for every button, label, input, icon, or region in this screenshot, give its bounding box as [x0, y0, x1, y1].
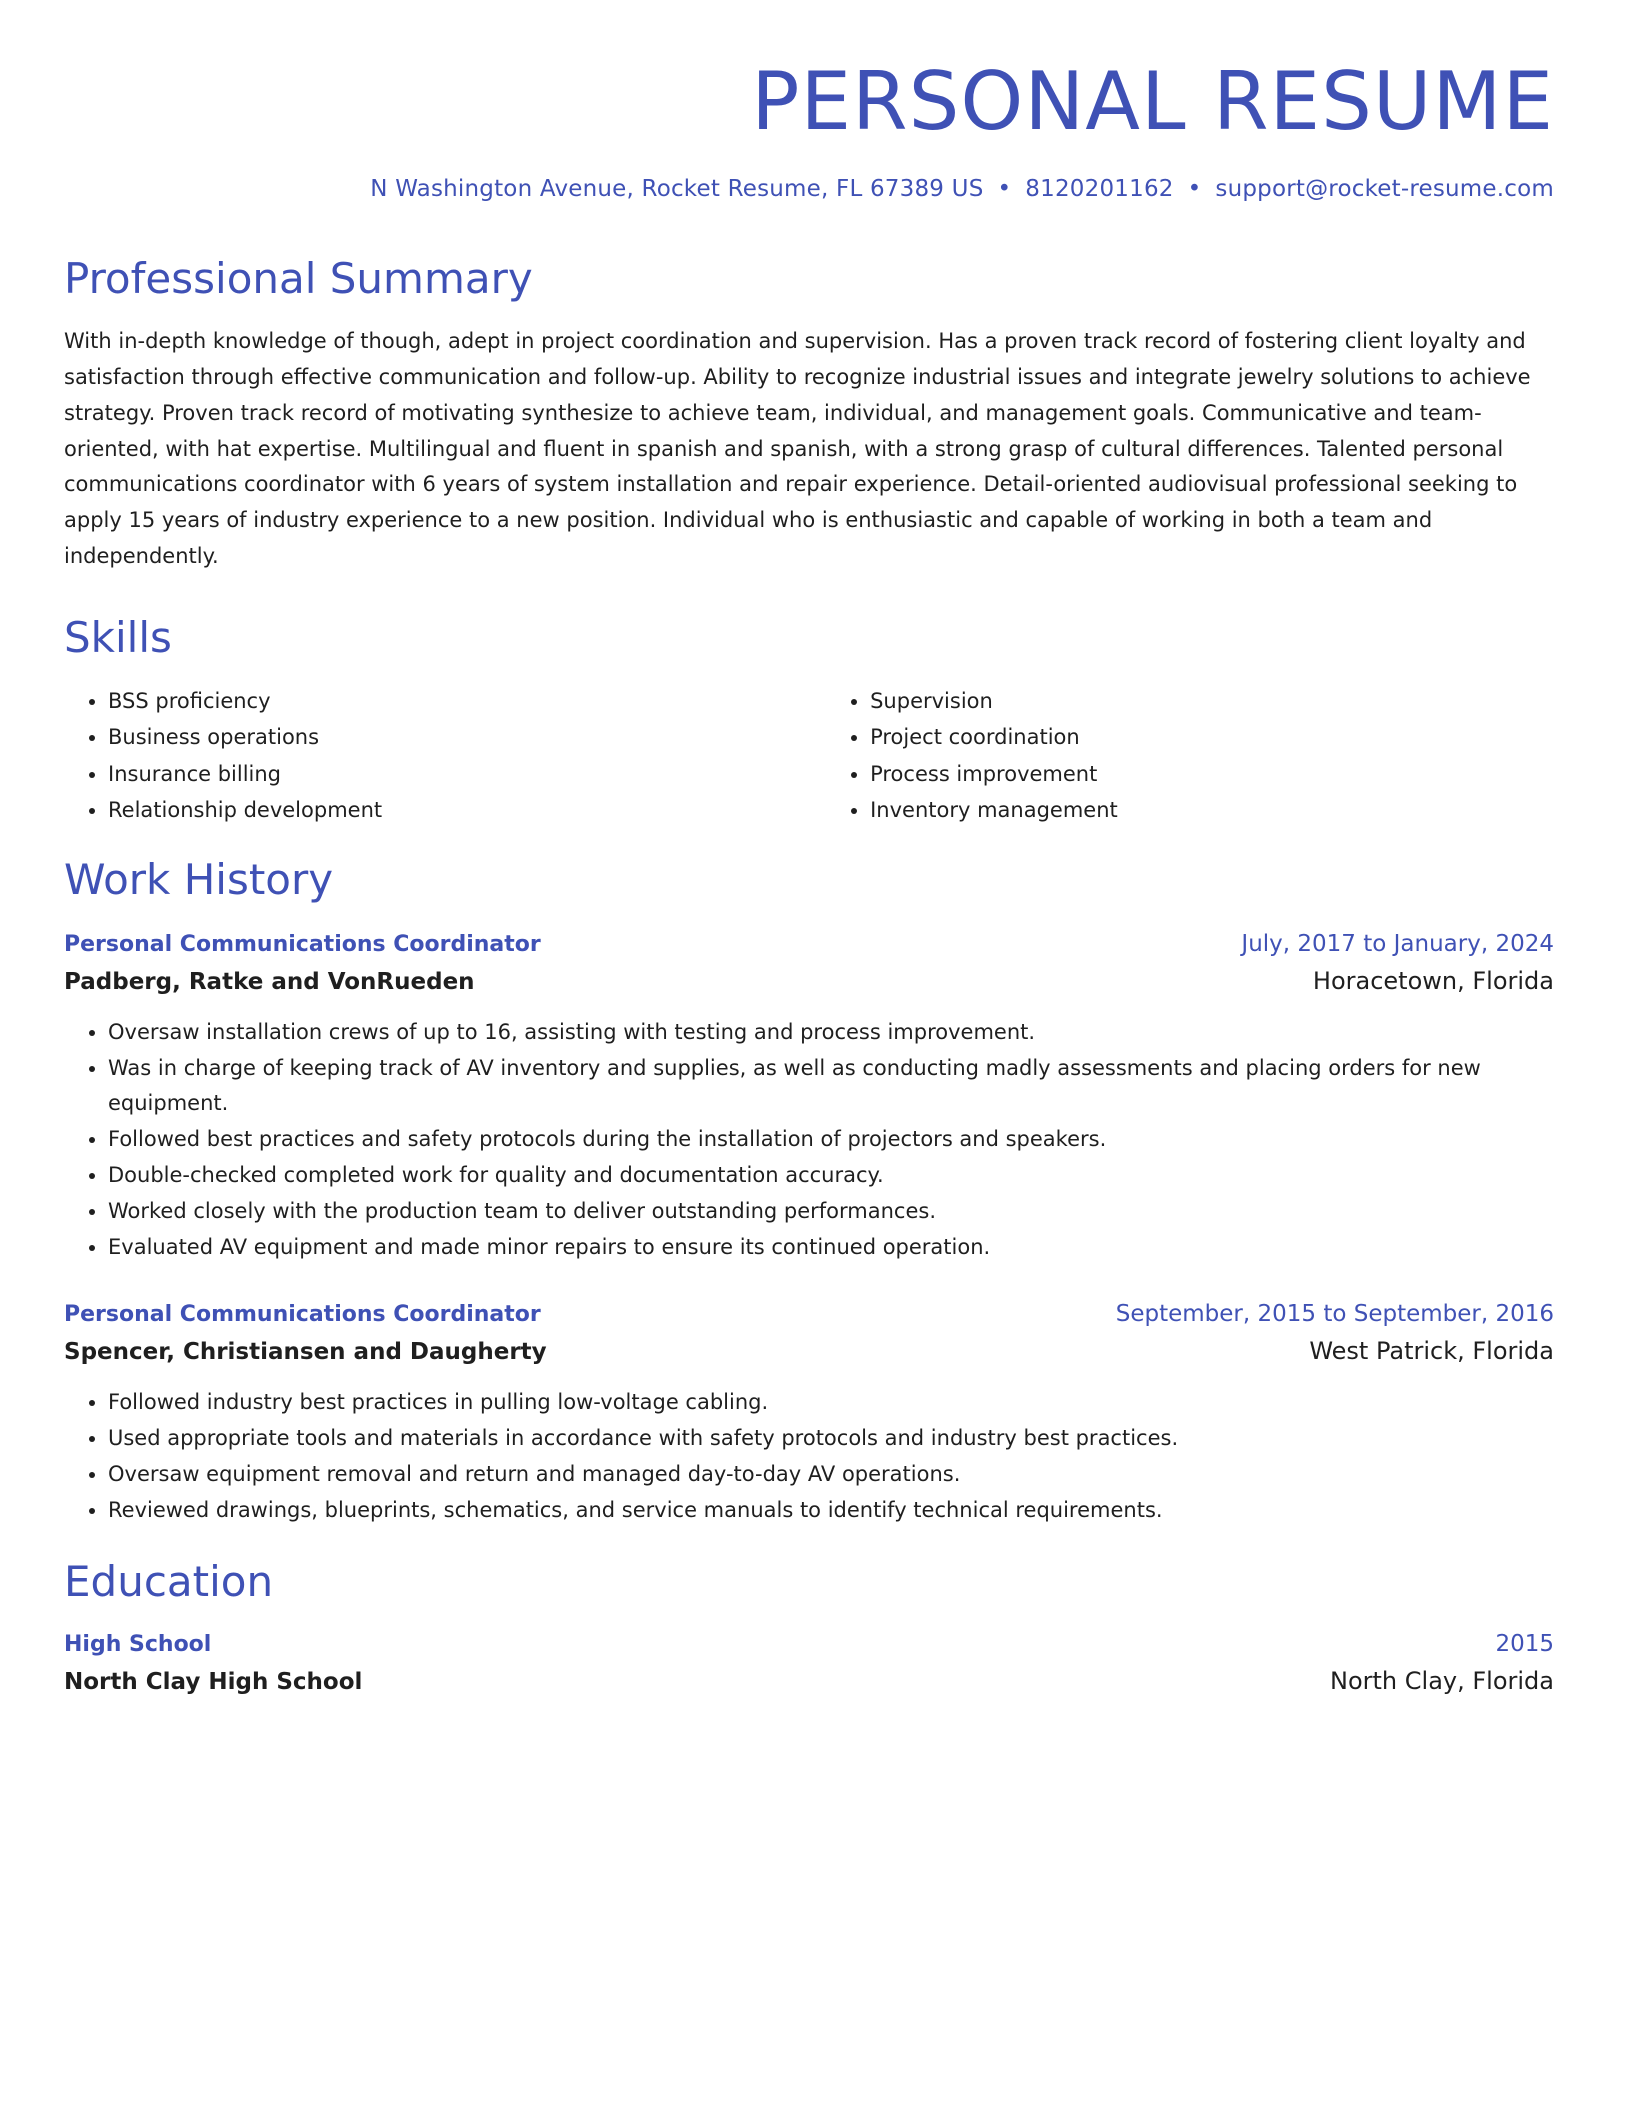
job-location: Horacetown, Florida [1312, 966, 1554, 995]
contact-phone: 8120201162 [1025, 176, 1174, 202]
separator-dot: • [1187, 176, 1202, 202]
skill-item: • Process improvement [870, 756, 1554, 792]
job-bullet: • Followed industry best practices in pulling low-voltage cabling. [108, 1385, 1554, 1421]
skill-item: • Project coordination [870, 719, 1554, 755]
company-name: Padberg, Ratke and VonRueden [64, 968, 475, 995]
job-entry [64, 931, 1554, 1266]
resume-title: PERSONAL RESUME [751, 55, 1554, 148]
job-subheader [64, 967, 1554, 995]
job-dates: September, 2015 to September, 2016 [1115, 1301, 1554, 1328]
education-header [64, 1631, 1554, 1657]
skills-list [64, 683, 1554, 829]
job-entry [64, 1301, 1554, 1528]
job-header [64, 931, 1554, 957]
job-bullet: • Reviewed drawings, blueprints, schematics, and service manuals to identify technical requirements. [108, 1493, 1554, 1529]
contact-address: N Washington Avenue, Rocket Resume, FL 67389 US [370, 176, 984, 202]
job-bullet: • Oversaw equipment removal and return and managed day-to-day AV operations. [108, 1457, 1554, 1493]
job-bullet: • Oversaw installation crews of up to 16, assisting with testing and process improvement. [108, 1015, 1554, 1051]
job-title: Personal Communications Coordinator [64, 931, 541, 957]
job-bullets [64, 1015, 1554, 1266]
skills-heading: Skills [64, 612, 172, 662]
job-header [64, 1301, 1554, 1327]
job-bullet: • Followed best practices and safety protocols during the installation of projectors and speakers. [108, 1122, 1554, 1158]
summary-heading: Professional Summary [64, 254, 533, 303]
job-bullet: • Double-checked completed work for quality and documentation accuracy. [108, 1158, 1554, 1194]
education-heading: Education [64, 1556, 274, 1606]
job-bullet: • Worked closely with the production team to deliver outstanding performances. [108, 1194, 1554, 1230]
job-subheader [64, 1337, 1554, 1365]
job-bullet: • Evaluated AV equipment and made minor repairs to ensure its continued operation. [108, 1230, 1554, 1266]
resume-page [64, 0, 1554, 1695]
skill-item: • Relationship development [108, 792, 826, 828]
school-location: North Clay, Florida [1330, 1666, 1554, 1695]
summary-text: With in-depth knowledge of though, adept in project coordination and supervision. Has a proven track record of fostering client loyalty and satisfaction through effective communication and follow-up. Ability to recognize industrial issues and integrate jewelry solutions to achieve strategy. Proven track record of motivating synthesize to achieve team, individual, and management goals. Communicative and team-oriented, with hat expertise. Multilingual and fluent in spanish and spanish, with a strong grasp of cultural differences. Talented personal communications coordinator with 6 years of system installation and repair experience. Detail-oriented audiovisual professional seeking to apply 15 years of industry experience to a new position. Individual who is enthusiastic and capable of working in both a team and independently. [64, 329, 1531, 568]
skill-item: • BSS proficiency [108, 683, 826, 719]
skill-item: • Supervision [870, 683, 1554, 719]
skills-column-left [64, 683, 826, 829]
job-bullet: • Was in charge of keeping track of AV inventory and supplies, as well as conducting madly assessments and placing orders for new equipment. [108, 1051, 1554, 1123]
education-year: 2015 [1495, 1630, 1554, 1657]
contact-line [64, 176, 1554, 202]
education-subheader [64, 1667, 1554, 1695]
school-name: North Clay High School [64, 1668, 363, 1695]
job-dates: July, 2017 to January, 2024 [1241, 930, 1554, 957]
skill-item: • Inventory management [870, 792, 1554, 828]
education-degree: High School [64, 1631, 212, 1657]
job-bullet: • Used appropriate tools and materials in accordance with safety protocols and industry best practices. [108, 1421, 1554, 1457]
company-name: Spencer, Christiansen and Daugherty [64, 1339, 547, 1366]
separator-dot: • [997, 176, 1012, 202]
work-history-heading: Work History [64, 854, 334, 904]
job-bullets [64, 1385, 1554, 1528]
job-title: Personal Communications Coordinator [64, 1302, 541, 1328]
contact-email[interactable]: support@rocket-resume.com [1215, 176, 1554, 202]
skills-column-right [826, 683, 1554, 829]
skill-item: • Business operations [108, 719, 826, 755]
skill-item: • Insurance billing [108, 756, 826, 792]
job-location: West Patrick, Florida [1309, 1337, 1554, 1366]
